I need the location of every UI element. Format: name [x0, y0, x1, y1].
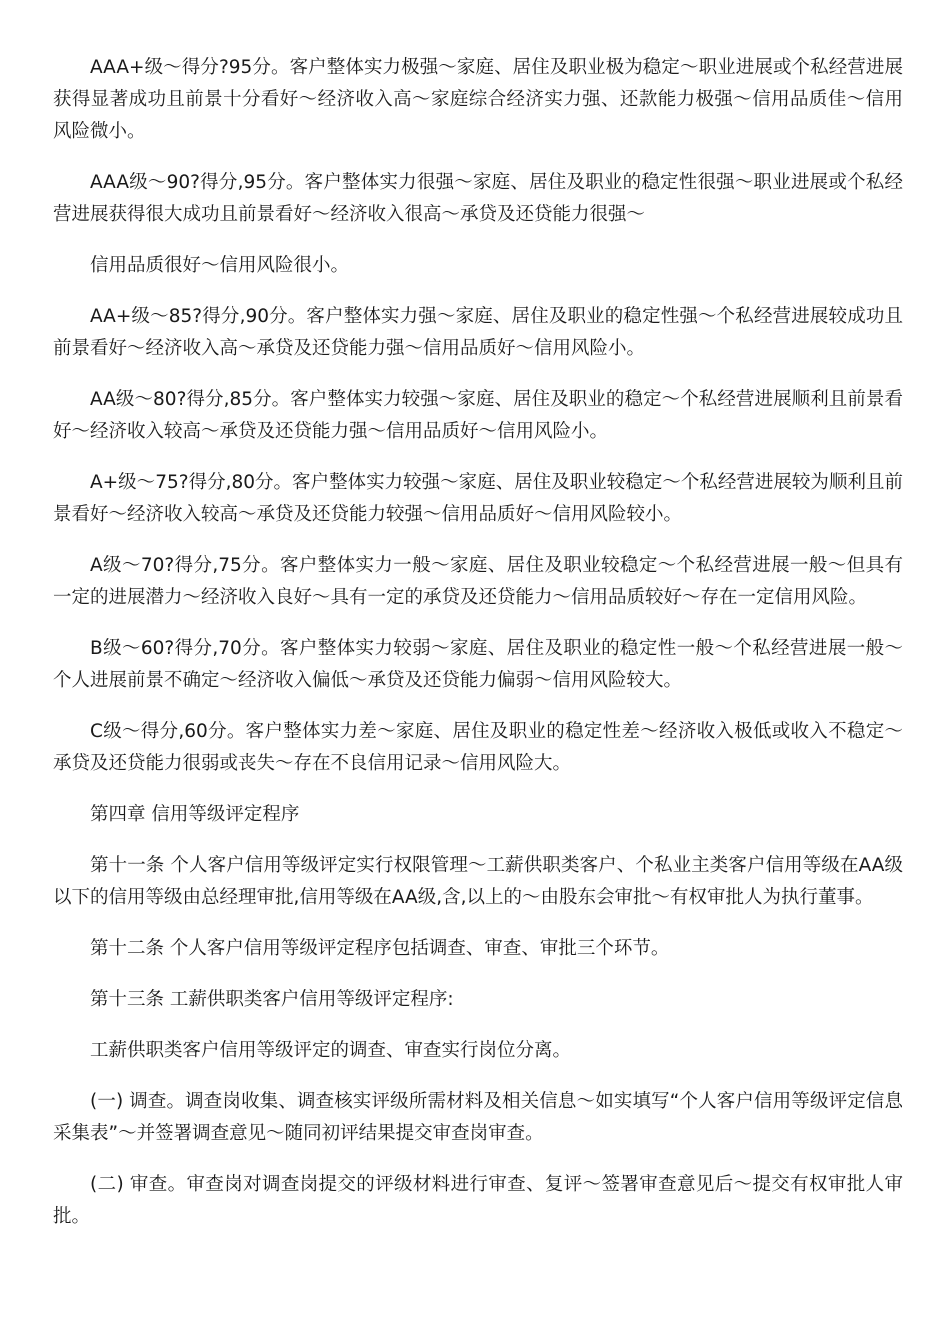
rating-aa-paragraph: AA级～80?得分,85分。客户整体实力较强～家庭、居住及职业的稳定～个私经营进展顺利且前景看好～经济收入较高～承贷及还贷能力强～信用品质好～信用风险小。	[53, 389, 903, 442]
document-page	[53, 52, 903, 1252]
investigation-paragraph: (一) 调查。调查岗收集、调查核实评级所需材料及相关信息～如实填写“个人客户信用等级评定信息采集表”～并签署调查意见～随同初评结果提交审查岗审查。	[53, 1091, 903, 1144]
article-12-paragraph: 第十二条 个人客户信用等级评定程序包括调查、审查、审批三个环节。	[90, 938, 670, 959]
rating-b-paragraph: B级～60?得分,70分。客户整体实力较弱～家庭、居住及职业的稳定性一般～个私经营进展一般～个人进展前景不确定～经济收入偏低～承贷及还贷能力偏弱～信用风险较大。	[53, 638, 903, 691]
chapter-heading: 第四章 信用等级评定程序	[90, 804, 300, 825]
article-11-paragraph: 第十一条 个人客户信用等级评定实行权限管理～工薪供职类客户、个私业主类客户信用等级在AA级以下的信用等级由总经理审批,信用等级在AA级,含,以上的～由股东会审批～有权审批人为执行董事。	[53, 855, 903, 908]
rating-a-paragraph: A级～70?得分,75分。客户整体实力一般～家庭、居住及职业较稳定～个私经营进展一般～但具有一定的进展潜力～经济收入良好～具有一定的承贷及还贷能力～信用品质较好～存在一定信用风险。	[53, 555, 903, 608]
rating-a-plus-paragraph: A+级～75?得分,80分。客户整体实力较强～家庭、居住及职业较稳定～个私经营进展较为顺利且前景看好～经济收入较高～承贷及还贷能力较强～信用品质好～信用风险较小。	[53, 472, 903, 525]
review-paragraph: (二) 审查。审查岗对调查岗提交的评级材料进行审查、复评～签署审查意见后～提交有权审批人审批。	[53, 1174, 903, 1227]
rating-aaa-continuation-paragraph: 信用品质很好～信用风险很小。	[90, 255, 350, 276]
rating-aaa-plus-paragraph: AAA+级～得分?95分。客户整体实力极强～家庭、居住及职业极为稳定～职业进展或个私经营进展获得显著成功且前景十分看好～经济收入高～家庭综合经济实力强、还款能力极强～信用品质佳～信用风险微小。	[53, 57, 903, 142]
article-13-paragraph: 第十三条 工薪供职类客户信用等级评定程序:	[90, 989, 454, 1010]
rating-c-paragraph: C级～得分,60分。客户整体实力差～家庭、居住及职业的稳定性差～经济收入极低或收入不稳定～承贷及还贷能力很弱或丧失～存在不良信用记录～信用风险大。	[53, 721, 903, 774]
rating-aaa-paragraph: AAA级～90?得分,95分。客户整体实力很强～家庭、居住及职业的稳定性很强～职业进展或个私经营进展获得很大成功且前景看好～经济收入很高～承贷及还贷能力很强～	[53, 172, 903, 225]
rating-aa-plus-paragraph: AA+级～85?得分,90分。客户整体实力强～家庭、居住及职业的稳定性强～个私经营进展较成功且前景看好～经济收入高～承贷及还贷能力强～信用品质好～信用风险小。	[53, 306, 903, 359]
separation-paragraph: 工薪供职类客户信用等级评定的调查、审查实行岗位分离。	[90, 1040, 572, 1061]
